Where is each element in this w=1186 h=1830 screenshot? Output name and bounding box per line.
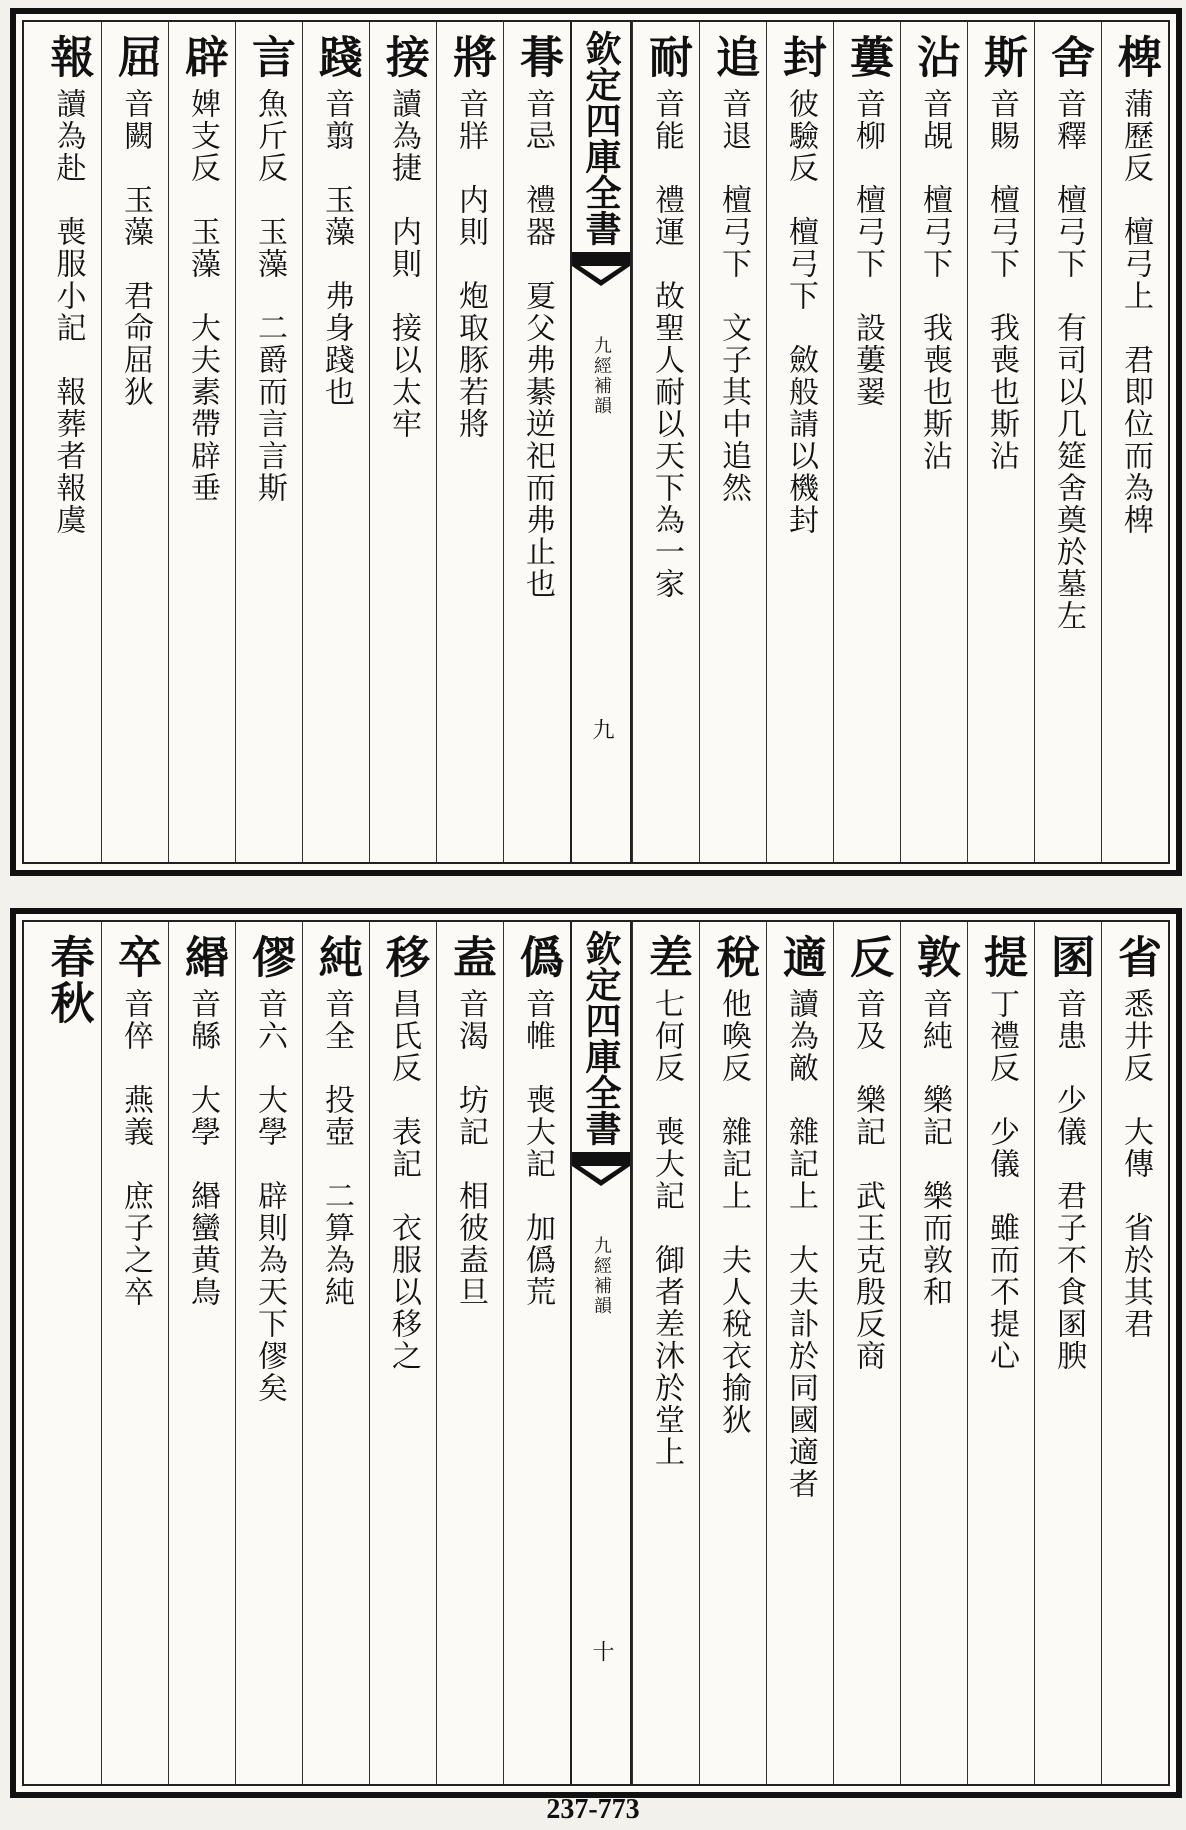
column [369,922,436,1784]
headword: 適 [775,934,826,980]
section-heading: 春秋 [42,934,94,1026]
headword: 移 [378,934,429,980]
column [1101,922,1168,1784]
gloss: 音翦 玉藻 弗身踐也 [319,88,354,408]
headword: 差 [641,934,692,980]
gloss: 音緜 大學 緡蠻黄鳥 [185,988,220,1308]
column [632,922,699,1784]
gloss: 音純 樂記 樂而敦和 [917,988,952,1308]
column [235,922,302,1784]
column [34,922,101,1784]
headword: 圂 [1043,934,1094,980]
headword: 封 [775,34,826,80]
column [503,22,570,862]
column [34,22,101,862]
column [699,922,766,1784]
gloss: 讀為捷 内則 接以太牢 [386,88,421,440]
column [967,22,1034,862]
column [101,922,168,1784]
gloss: 音牂 内則 炮取豚若將 [453,88,488,440]
headword: 接 [378,34,429,80]
gloss: 音闕 玉藻 君命屈狄 [118,88,153,408]
gloss: 音渴 坊記 相彼盍旦 [453,988,488,1308]
gloss: 音賜 檀弓下 我喪也斯沾 [984,88,1019,472]
gloss: 音能 禮運 故聖人耐以天下為一家 [649,88,684,600]
gloss: 音倅 燕義 庶子之卒 [118,988,153,1308]
column [833,922,900,1784]
gloss: 音六 大學 辟則為天下僇矣 [252,988,287,1404]
gloss: 七何反 喪大記 御者差沐於堂上 [649,988,684,1468]
gloss: 音全 投壺 二算為純 [319,988,354,1308]
gloss: 音退 檀弓下 文子其中追然 [716,88,751,504]
fish-tail-mark-icon [572,252,630,290]
gloss: 丁禮反 少儀 雖而不提心 [984,988,1019,1372]
headword: 朞 [512,34,563,80]
gloss: 魚斤反 玉藻 二爵而言言斯 [252,88,287,504]
column [766,22,833,862]
column [503,922,570,1784]
gloss: 他喚反 雜記上 夫人稅衣揄狄 [716,988,751,1436]
gloss: 讀為敵 雜記上 大夫訃於同國適者 [783,988,818,1500]
bottom-page [10,908,1182,1798]
headword: 緡 [177,934,228,980]
headword: 僞 [512,934,563,980]
headword: 敦 [909,934,960,980]
column [1034,922,1101,1784]
headword: 沾 [909,34,960,80]
gloss: 音釋 檀弓下 有司以几筵舍奠於墓左 [1051,88,1086,632]
gloss: 音忌 禮器 夏父弗綦逆祀而弗止也 [520,88,555,600]
column [235,22,302,862]
headword: 踐 [311,34,362,80]
headword: 舍 [1043,34,1094,80]
column [101,22,168,862]
column [168,22,235,862]
headword: 椑 [1110,34,1161,80]
spine-subtitle: 九經補韻 [591,1236,612,1316]
headword: 盍 [445,934,496,980]
gloss: 音帷 喪大記 加僞荒 [520,988,555,1308]
column [369,22,436,862]
headword: 省 [1110,934,1161,980]
headword: 追 [708,34,759,80]
headword: 辟 [177,34,228,80]
column [967,922,1034,1784]
gloss: 音及 樂記 武王克殷反商 [850,988,885,1372]
page-number: 十 [589,1640,614,1664]
column [833,22,900,862]
scan-page-number: 237-773 [546,1794,640,1825]
headword: 將 [445,34,496,80]
column [699,22,766,862]
top-page-frame [22,20,1170,864]
center-spine [570,22,632,862]
gloss: 婢支反 玉藻 大夫素帶辟垂 [185,88,220,504]
gloss: 音覘 檀弓下 我喪也斯沾 [917,88,952,472]
bottom-page-frame [22,920,1170,1786]
page-number: 九 [589,718,614,742]
headword: 斯 [976,34,1027,80]
column [632,22,699,862]
headword: 反 [842,934,893,980]
gloss: 昌氏反 表記 衣服以移之 [386,988,421,1372]
column [900,922,967,1784]
headword: 僇 [244,934,295,980]
gloss: 悉井反 大傳 省於其君 [1118,988,1153,1340]
gloss: 蒲歷反 檀弓上 君即位而為椑 [1118,88,1153,536]
column [436,922,503,1784]
column [436,22,503,862]
gloss: 彼驗反 檀弓下 斂般請以機封 [783,88,818,536]
column [900,22,967,862]
headword: 純 [311,934,362,980]
column [1101,22,1168,862]
gloss: 音柳 檀弓下 設蔞翣 [850,88,885,408]
headword: 蔞 [842,34,893,80]
headword: 稅 [708,934,759,980]
headword: 卒 [110,934,161,980]
column [302,922,369,1784]
headword: 屈 [110,34,161,80]
column [766,922,833,1784]
top-page [10,8,1182,876]
column [1034,22,1101,862]
column [302,22,369,862]
column [168,922,235,1784]
fish-tail-mark-icon [572,1152,630,1190]
headword: 提 [976,934,1027,980]
headword: 報 [42,34,94,80]
headword: 言 [244,34,295,80]
spine-subtitle: 九經補韻 [591,336,612,416]
headword: 耐 [641,34,692,80]
spine-title: 欽定四庫全書 [580,30,622,246]
center-spine [570,922,632,1784]
spine-title: 欽定四庫全書 [580,930,622,1146]
gloss: 讀為赴 喪服小記 報葬者報虞 [50,88,86,536]
gloss: 音患 少儀 君子不食圂腴 [1051,988,1086,1372]
